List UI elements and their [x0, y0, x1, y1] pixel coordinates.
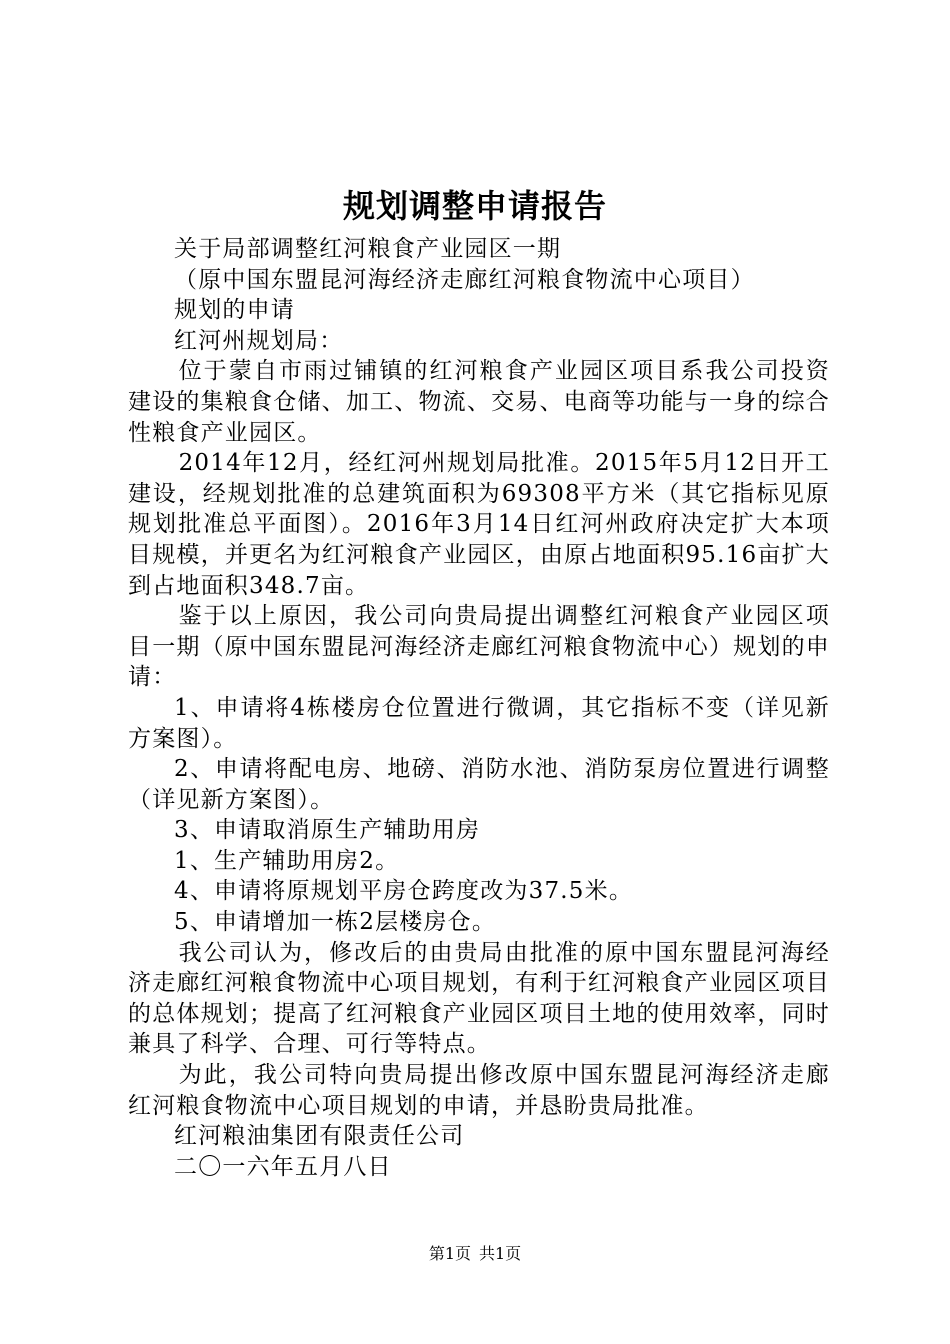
heading-line: （原中国东盟昆河海经济走廊红河粮食物流中心项目） [174, 266, 755, 293]
page-footer [0, 1242, 950, 1266]
body-paragraph: 鉴于以上原因，我公司向贵局提出调整红河粮食产业园区项目一期（原中国东盟昆河海经济走廊红河粮食物流中心）规划的申请： [128, 603, 830, 691]
heading-line: 规划的申请 [174, 297, 295, 324]
page-number: 第1页 [428, 1244, 471, 1263]
heading-line: 关于局部调整红河粮食产业园区一期 [174, 236, 562, 262]
document-body [128, 234, 830, 1182]
page-total: 共1页 [479, 1244, 522, 1263]
list-item: 5、申请增加一栋2层楼房仓。 [174, 909, 497, 936]
body-paragraph: 位于蒙自市雨过铺镇的红河粮食产业园区项目系我公司投资建设的集粮食仓储、加工、物流、交易、电商等功能与一身的综合性粮食产业园区。 [128, 358, 830, 446]
list-item: 2、申请将配电房、地磅、消防水池、消防泵房位置进行调整（详见新方案图）。 [128, 756, 830, 813]
document-title: 规划调整申请报告 [342, 187, 607, 225]
list-item: 1、生产辅助用房2。 [174, 847, 400, 874]
list-item: 4、申请将原规划平房仓跨度改为37.5米。 [174, 878, 634, 905]
addressee: 红河州规划局： [174, 327, 344, 354]
body-paragraph: 2014年12月，经红河州规划局批准。2015年5月12日开工建设，经规划批准的总建筑面积为69308平方米（其它指标见原规划批准总平面图）。2016年3月14日红河州政府决定扩大本项目规模，并更名为红河粮食产业园区，由原占地面积95.16亩扩大到占地面积348.7亩。 [128, 450, 830, 599]
list-item: 3、申请取消原生产辅助用房 [174, 817, 481, 844]
list-item: 1、申请将4栋楼房仓位置进行微调，其它指标不变（详见新方案图）。 [128, 694, 830, 752]
closing-paragraph: 为此，我公司特向贵局提出修改原中国东盟昆河海经济走廊红河粮食物流中心项目规划的申请，并恳盼贵局批准。 [128, 1062, 830, 1119]
closing-paragraph: 我公司认为，修改后的由贵局由批准的原中国东盟昆河海经济走廊红河粮食物流中心项目规划，有利于红河粮食产业园区项目的总体规划；提高了红河粮食产业园区项目土地的使用效率，同时兼具了科学、合理、可行等特点。 [128, 939, 830, 1058]
date: 二〇一六年五月八日 [174, 1153, 392, 1180]
signature: 红河粮油集团有限责任公司 [174, 1123, 465, 1150]
